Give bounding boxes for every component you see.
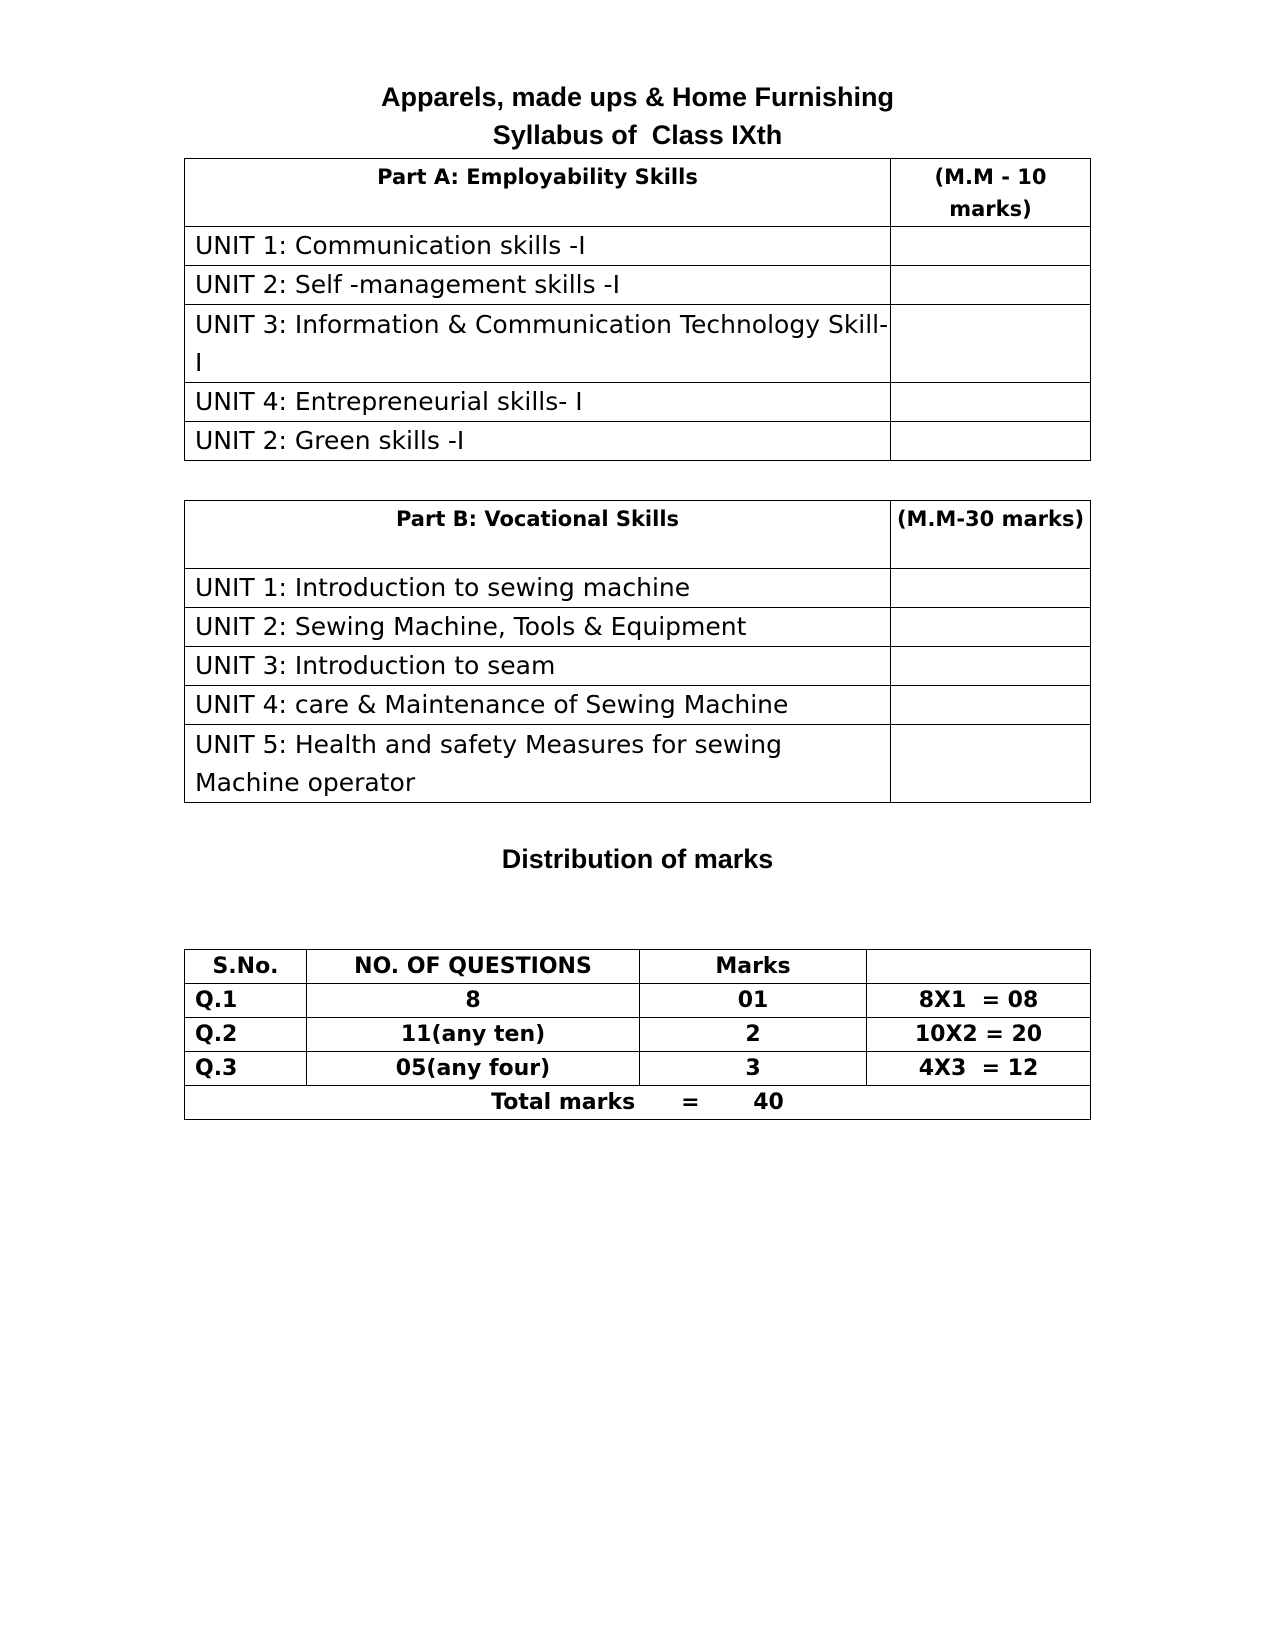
unit-label: UNIT 4: Entrepreneurial skills- I	[185, 383, 891, 422]
col-questions: NO. OF QUESTIONS	[307, 950, 640, 984]
table-row	[185, 647, 1091, 686]
col-marks: Marks	[640, 950, 867, 984]
part-a-table	[184, 158, 1091, 461]
distribution-header-row	[185, 950, 1091, 984]
part-a-heading: Part A: Employability Skills	[185, 159, 891, 227]
unit-label: UNIT 1: Introduction to sewing machine	[185, 569, 891, 608]
question-total: 4X3 = 12	[867, 1052, 1091, 1086]
unit-label: UNIT 2: Sewing Machine, Tools & Equipment	[185, 608, 891, 647]
unit-label: UNIT 2: Self -management skills -I	[185, 266, 891, 305]
distribution-heading: Distribution of marks	[501, 844, 774, 874]
table-row	[185, 608, 1091, 647]
part-a-max-marks: (M.M - 10 marks)	[891, 159, 1091, 227]
part-b-header-row	[185, 501, 1091, 569]
table-row	[185, 266, 1091, 305]
total-marks: Total marks = 40	[185, 1086, 1091, 1120]
part-b-max-marks: (M.M-30 marks)	[891, 501, 1091, 569]
marks-cell	[891, 647, 1091, 686]
table-row	[185, 227, 1091, 266]
marks-cell	[891, 383, 1091, 422]
marks-cell	[891, 569, 1091, 608]
table-row	[185, 984, 1091, 1018]
table-row	[185, 725, 1091, 803]
part-b-heading: Part B: Vocational Skills	[185, 501, 891, 569]
question-total: 8X1 = 08	[867, 984, 1091, 1018]
part-b-table	[184, 500, 1091, 803]
marks-cell	[891, 305, 1091, 383]
question-number: Q.2	[185, 1018, 307, 1052]
question-marks: 2	[640, 1018, 867, 1052]
question-count: 11(any ten)	[307, 1018, 640, 1052]
question-total: 10X2 = 20	[867, 1018, 1091, 1052]
question-marks: 01	[640, 984, 867, 1018]
table-row	[185, 686, 1091, 725]
question-count: 8	[307, 984, 640, 1018]
distribution-table	[184, 949, 1091, 1120]
total-row	[185, 1086, 1091, 1120]
table-row	[185, 569, 1091, 608]
table-row	[185, 305, 1091, 383]
table-row	[185, 1018, 1091, 1052]
table-row	[185, 383, 1091, 422]
unit-label: UNIT 2: Green skills -I	[185, 422, 891, 461]
unit-label: UNIT 3: Information & Communication Technology Skill-I	[185, 305, 891, 383]
unit-label: UNIT 5: Health and safety Measures for sewing Machine operator	[185, 725, 891, 803]
table-row	[185, 422, 1091, 461]
marks-cell	[891, 608, 1091, 647]
col-sno: S.No.	[185, 950, 307, 984]
part-a-header-row	[185, 159, 1091, 227]
table-row	[185, 1052, 1091, 1086]
question-count: 05(any four)	[307, 1052, 640, 1086]
document-subtitle: Syllabus of Class IXth	[492, 120, 783, 150]
col-total	[867, 950, 1091, 984]
marks-cell	[891, 725, 1091, 803]
marks-cell	[891, 227, 1091, 266]
unit-label: UNIT 4: care & Maintenance of Sewing Machine	[185, 686, 891, 725]
marks-cell	[891, 422, 1091, 461]
question-number: Q.3	[185, 1052, 307, 1086]
question-number: Q.1	[185, 984, 307, 1018]
marks-cell	[891, 266, 1091, 305]
document-title: Apparels, made ups & Home Furnishing	[380, 82, 895, 112]
question-marks: 3	[640, 1052, 867, 1086]
marks-cell	[891, 686, 1091, 725]
unit-label: UNIT 1: Communication skills -I	[185, 227, 891, 266]
unit-label: UNIT 3: Introduction to seam	[185, 647, 891, 686]
